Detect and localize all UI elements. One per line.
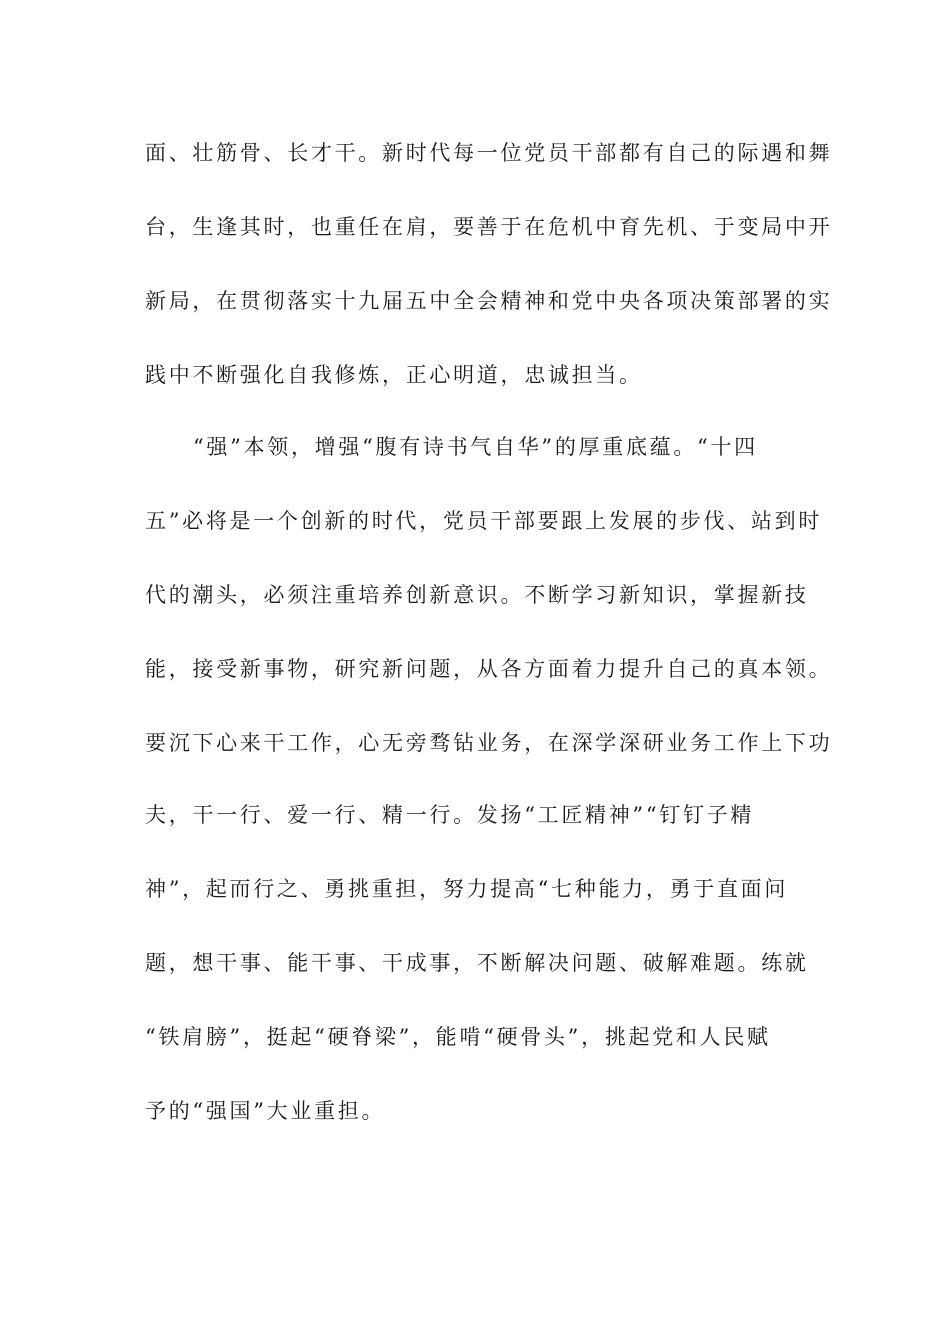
- paragraph-first-line: “强”本领，增强“腹有诗书气自华”的厚重底蕴。“十四: [193, 435, 758, 459]
- text-line: 践中不断强化自我修炼，正心明道，忠诚担当。: [145, 363, 643, 387]
- text-line: 能，接受新事物，研究新问题，从各方面着力提升自己的真本领。: [145, 657, 833, 681]
- text-line: 题，想干事、能干事、干成事，不断解决问题、破解难题。练就: [145, 951, 809, 975]
- text-line: 代的潮头，必须注重培养创新意识。不断学习新知识，掌握新技: [145, 583, 809, 607]
- text-line: 面、壮筋骨、长才干。新时代每一位党员干部都有自己的际遇和舞: [145, 141, 833, 165]
- text-line: “铁肩膀”，挺起“硬脊梁”，能啃“硬骨头”，挑起党和人民赋: [145, 1025, 771, 1049]
- text-line: 神”，起而行之、勇挑重担，努力提高“七种能力，勇于直面问: [145, 877, 789, 901]
- text-line: 要沉下心来干工作，心无旁骛钻业务，在深学深研业务工作上下功: [145, 731, 833, 755]
- text-line: 新局，在贯彻落实十九届五中全会精神和党中央各项决策部署的实: [145, 289, 833, 313]
- text-line: 五”必将是一个创新的时代，党员干部要跟上发展的步伐、站到时: [145, 509, 823, 533]
- text-line: 夫，干一行、爱一行、精一行。发扬“工匠精神”“钉钉子精: [145, 803, 755, 827]
- text-line: 予的“强国”大业重担。: [145, 1099, 386, 1123]
- text-line: 台，生逢其时，也重任在肩，要善于在危机中育先机、于变局中开: [145, 215, 833, 239]
